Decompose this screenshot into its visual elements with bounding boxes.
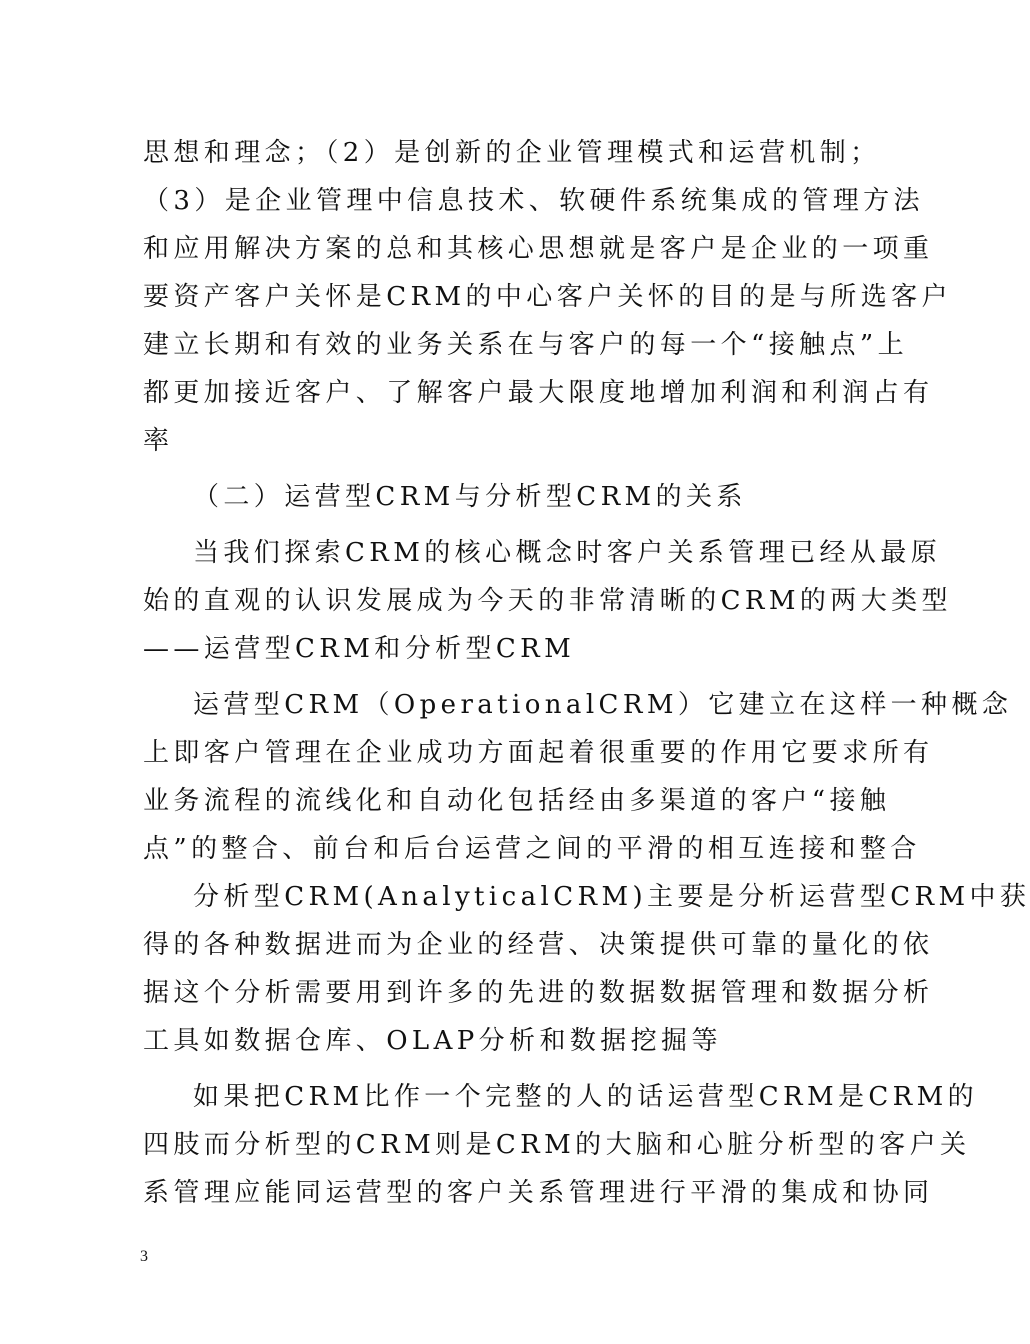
section-heading: （二）运营型CRM与分析型CRM的关系 <box>193 482 747 512</box>
text-line: 系管理应能同运营型的客户关系管理进行平滑的集成和协同 <box>143 1178 934 1208</box>
text-line: 和应用解决方案的总和其核心思想就是客户是企业的一项重 <box>143 234 934 264</box>
paragraph-first-line: 如果把CRM比作一个完整的人的话运营型CRM是CRM的 <box>193 1082 979 1112</box>
text-line: 上即客户管理在企业成功方面起着很重要的作用它要求所有 <box>143 738 934 768</box>
text-line: 思想和理念；（2）是创新的企业管理模式和运营机制； <box>143 138 881 168</box>
text-line: 工具如数据仓库、OLAP分析和数据挖掘等 <box>143 1026 722 1056</box>
text-line: 都更加接近客户、了解客户最大限度地增加利润和利润占有 <box>143 378 934 408</box>
text-line: 建立长期和有效的业务关系在与客户的每一个“接触点”上 <box>143 330 908 360</box>
text-line: 据这个分析需要用到许多的先进的数据数据管理和数据分析 <box>143 978 934 1008</box>
text-line: 率 <box>143 426 174 456</box>
text-line: 得的各种数据进而为企业的经营、决策提供可靠的量化的依 <box>143 930 934 960</box>
text-line: 始的直观的认识发展成为今天的非常清晰的CRM的两大类型 <box>143 586 952 616</box>
text-line: 要资产客户关怀是CRM的中心客户关怀的目的是与所选客户 <box>143 282 952 312</box>
paragraph-first-line: 当我们探索CRM的核心概念时客户关系管理已经从最原 <box>193 538 942 568</box>
paragraph-first-line: 分析型CRM(AnalyticalCRM)主要是分析运营型CRM中获 <box>193 882 1030 912</box>
text-line: （3）是企业管理中信息技术、软硬件系统集成的管理方法 <box>143 186 924 216</box>
text-line: 业务流程的流线化和自动化包括经由多渠道的客户“接触 <box>143 786 891 816</box>
text-line: ——运营型CRM和分析型CRM <box>143 634 576 664</box>
text-line: 四肢而分析型的CRM则是CRM的大脑和心脏分析型的客户关 <box>143 1130 971 1160</box>
text-line: 点”的整合、前台和后台运营之间的平滑的相互连接和整合 <box>143 834 921 864</box>
page-number: 3 <box>140 1248 148 1265</box>
paragraph-first-line: 运营型CRM（OperationalCRM）它建立在这样一种概念 <box>193 690 1013 720</box>
